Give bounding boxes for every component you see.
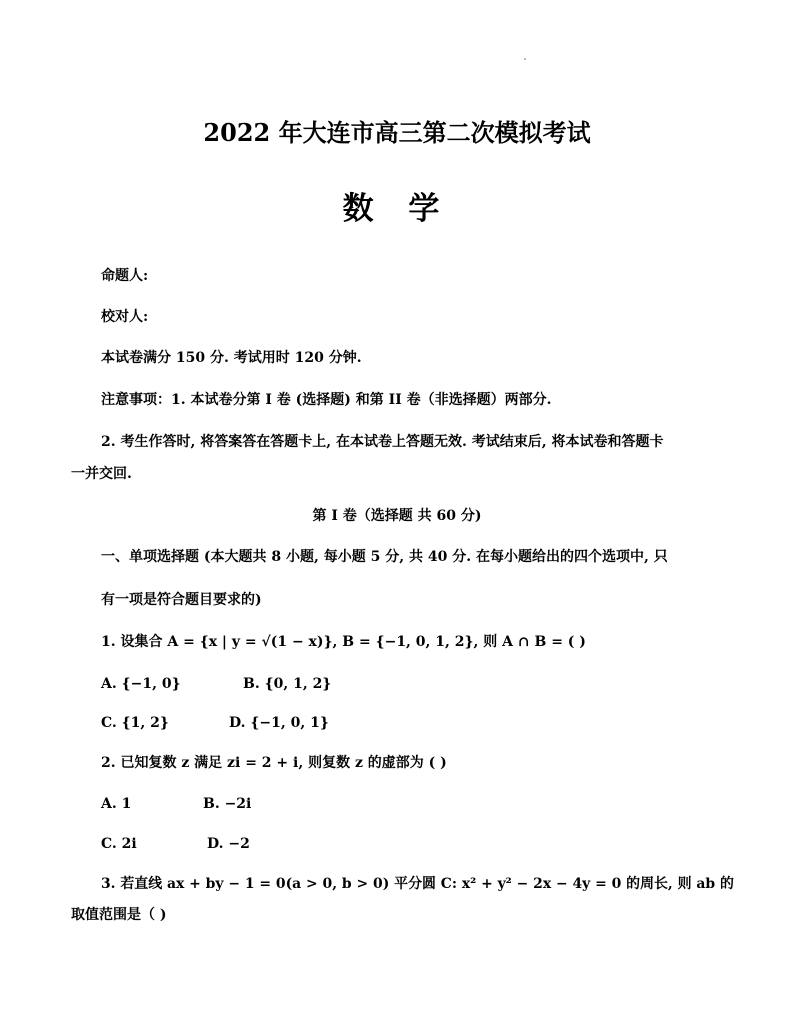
question-1-stem: 1. 设集合 A = {x | y = √(1 − x)}, B = {−1, 0, 1, 2}, 则 A ∩ B = ( ): [101, 634, 586, 650]
question-2-option-b: B. −2i: [203, 796, 252, 812]
subject-title: 数 学: [342, 191, 452, 227]
scan-speck: [524, 58, 526, 60]
exam-info: 本试卷满分 150 分. 考试用时 120 分钟.: [101, 350, 362, 366]
question-2-option-a: A. 1: [101, 796, 132, 812]
section-intro-line2: 有一项是符合题目要求的): [101, 592, 262, 608]
question-2-option-d: D. −2: [207, 836, 250, 852]
exam-title: 2022 年大连市高三第二次模拟考试: [203, 118, 591, 147]
reviewer-line: 校对人:: [101, 309, 149, 325]
question-1-option-d: D. {−1, 0, 1}: [229, 715, 329, 731]
question-3-stem-line2: 取值范围是（ ): [71, 907, 167, 923]
question-1-option-a: A. {−1, 0}: [101, 676, 181, 692]
notice-1: 注意事项：1. 本试卷分第 I 卷 (选择题) 和第 II 卷（非选择题）两部分.: [101, 392, 552, 408]
notice-2-line2: 一并交回.: [71, 466, 132, 482]
question-2-option-c: C. 2i: [101, 836, 137, 852]
notice-2-line1: 2. 考生作答时, 将答案答在答题卡上, 在本试卷上答题无效. 考试结束后, 将本试卷和答题卡: [101, 434, 664, 450]
question-1-option-b: B. {0, 1, 2}: [243, 676, 332, 692]
question-2-stem: 2. 已知复数 z 满足 zi = 2 + i, 则复数 z 的虚部为 ( ): [101, 755, 447, 771]
question-1-option-c: C. {1, 2}: [101, 715, 169, 731]
question-3-stem-line1: 3. 若直线 ax + by − 1 = 0(a > 0, b > 0) 平分圆 C: x² + y² − 2x − 4y = 0 的周长, 则 ab 的: [101, 876, 734, 892]
author-line: 命题人:: [101, 268, 149, 284]
section-intro-line1: 一、单项选择题 (本大题共 8 小题, 每小题 5 分, 共 40 分. 在每小题给出的四个选项中, 只: [101, 549, 668, 565]
section-heading: 第 I 卷（选择题 共 60 分): [312, 508, 482, 524]
